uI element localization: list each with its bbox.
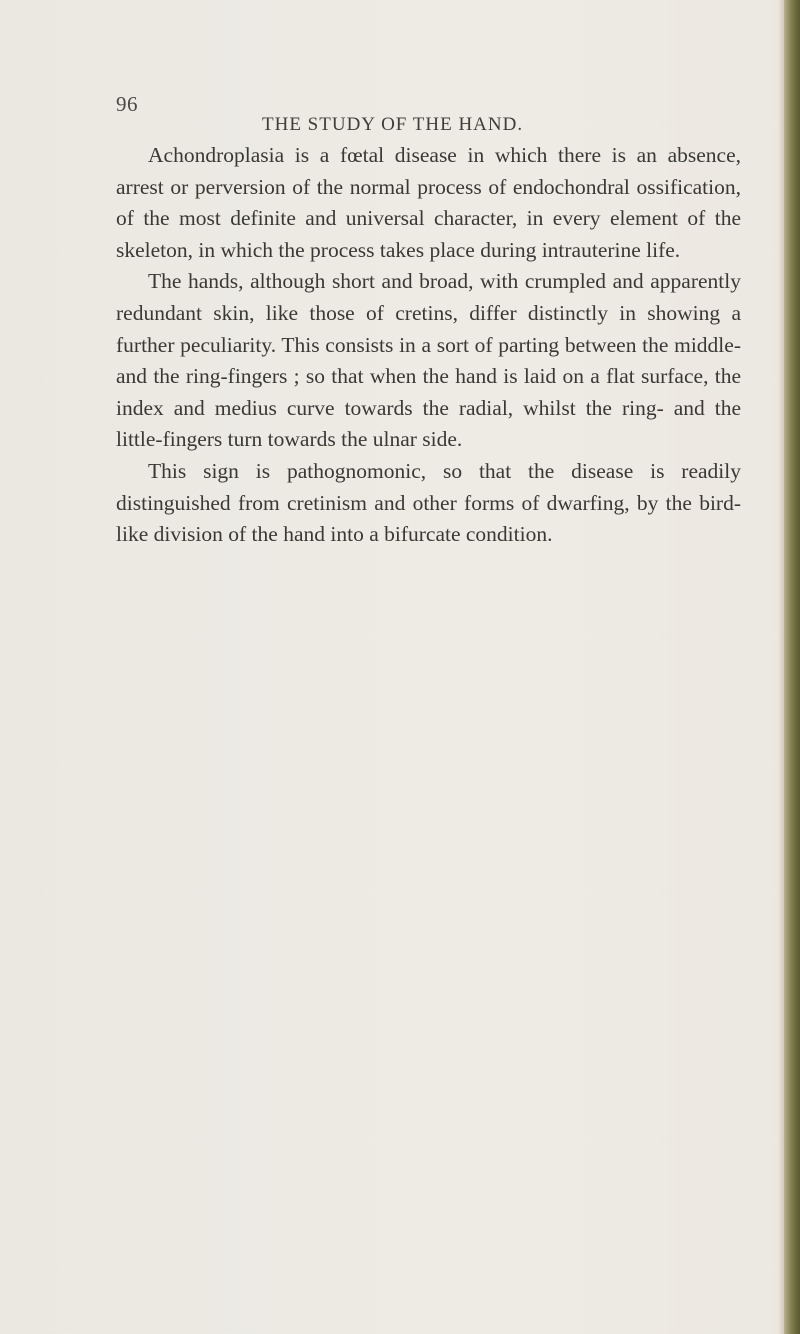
running-head: THE STUDY OF THE HAND. (262, 114, 524, 135)
binding-edge (784, 0, 800, 1334)
paragraph-sign: This sign is pathognomonic, so that the disease is readily distinguished from cretinism and other forms of dwarfing, by the bird-like division of the hand into a bifurcate condition. (116, 458, 741, 547)
paragraph-achondroplasia: Achondroplasia is a fœtal disease in which there is an absence, arrest or perversion of the normal process of endochondral ossification, of the most definite and universal character, in every element of the skeleton, in which the process takes place during intrauterine life. (116, 143, 741, 262)
body-text (116, 140, 741, 551)
page-number: 96 (116, 92, 138, 116)
paragraph-hands: The hands, although short and broad, with crumpled and apparently redundant skin, like those of cretins, differ distinctly in showing a further peculiarity. This consists in a sort of parting between the middle- and the ring-fingers ; so that when the hand is laid on a flat surface, the index and medius curve towards the radial, whilst the ring- and the little-fingers turn towards the ulnar side. (116, 269, 741, 452)
